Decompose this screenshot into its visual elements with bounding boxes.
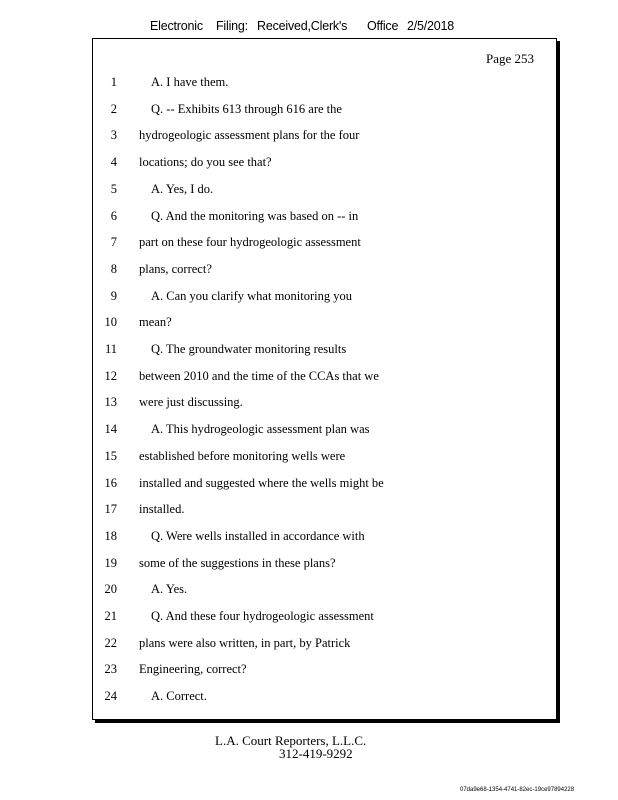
filing-header-filing: Filing: (216, 19, 248, 33)
line-text: installed. (139, 502, 185, 517)
line-text: Engineering, correct? (139, 662, 247, 677)
line-number: 14 (104, 422, 117, 437)
transcript-line (93, 449, 556, 465)
filing-header-electronic: Electronic (150, 19, 203, 33)
line-text: Q. And these four hydrogeologic assessment (151, 609, 374, 623)
line-number: 1 (110, 75, 117, 89)
line-number: 16 (104, 475, 117, 490)
transcript-line (93, 395, 556, 411)
line-number: 5 (110, 181, 117, 196)
line-text: mean? (139, 315, 172, 330)
line-number: 10 (104, 315, 117, 330)
document-id: 07da9e68-1354-4741-82ec-19ce97894228 (460, 787, 575, 793)
transcript-line (93, 128, 556, 144)
line-number: 13 (104, 395, 117, 410)
line-text: Q. -- Exhibits 613 through 616 are the (151, 101, 342, 116)
line-number: 22 (104, 635, 117, 650)
line-text: hydrogeologic assessment plans for the four (139, 128, 360, 143)
transcript-line (93, 102, 556, 118)
transcript-line (93, 262, 556, 278)
line-number: 21 (104, 609, 117, 623)
line-number: 17 (104, 502, 117, 517)
line-text: Q. Were wells installed in accordance with (151, 528, 365, 543)
line-text: part on these four hydrogeologic assessment (139, 235, 361, 250)
line-text: Q. The groundwater monitoring results (151, 342, 347, 356)
transcript-line (93, 235, 556, 251)
transcript-line (93, 422, 556, 438)
transcript-line (93, 209, 556, 225)
transcript-line (93, 155, 556, 171)
line-text: installed and suggested where the wells might be (139, 475, 384, 490)
line-number: 2 (110, 101, 117, 116)
line-text: plans, correct? (139, 261, 212, 276)
transcript-line (93, 582, 556, 598)
line-number: 3 (110, 128, 117, 143)
line-number: 23 (104, 662, 117, 677)
transcript-line (93, 315, 556, 331)
filing-header (150, 19, 454, 33)
filing-header-date: 2/5/2018 (407, 19, 455, 33)
line-text: A. I have them. (151, 75, 229, 89)
line-number: 11 (104, 342, 117, 356)
transcript-line (93, 556, 556, 572)
transcript-line (93, 342, 556, 358)
transcript-line (93, 529, 556, 545)
transcript-line (93, 369, 556, 385)
line-number: 15 (104, 448, 117, 463)
transcript-line (93, 636, 556, 652)
line-number: 6 (110, 208, 117, 223)
line-number: 18 (104, 528, 117, 543)
footer-phone: 312-419-9292 (279, 746, 353, 761)
line-text: A. Correct. (151, 689, 207, 704)
line-text: plans were also written, in part, by Patrick (139, 635, 351, 650)
transcript-line (93, 476, 556, 492)
transcript-line (93, 182, 556, 198)
line-text: A. Yes, I do. (151, 181, 214, 196)
line-text: A. Yes. (151, 582, 188, 597)
transcript-line (93, 75, 556, 91)
line-number: 12 (104, 368, 117, 383)
line-text: A. This hydrogeologic assessment plan was (151, 422, 370, 437)
page-number: Page 253 (485, 51, 534, 66)
line-text: A. Can you clarify what monitoring you (151, 288, 353, 303)
transcript-line (93, 289, 556, 305)
line-text: between 2010 and the time of the CCAs that we (139, 368, 379, 383)
transcript-line (93, 689, 556, 705)
line-text: locations; do you see that? (139, 155, 272, 170)
transcript-page (92, 38, 557, 720)
line-number: 7 (110, 235, 117, 250)
line-number: 9 (110, 288, 117, 303)
transcript-line (93, 502, 556, 518)
transcript-line (93, 662, 556, 678)
line-number: 20 (104, 582, 117, 597)
line-text: were just discussing. (139, 395, 243, 410)
transcript-line (93, 609, 556, 625)
footer-firm: L.A. Court Reporters, L.L.C. (215, 733, 367, 748)
line-text: some of the suggestions in these plans? (139, 555, 336, 570)
filing-header-office: Office (367, 19, 399, 33)
line-number: 19 (104, 555, 117, 570)
line-number: 24 (104, 689, 117, 704)
line-text: established before monitoring wells were (139, 448, 346, 463)
line-number: 8 (110, 261, 117, 276)
filing-header-received: Received,Clerk's (257, 19, 348, 33)
line-text: Q. And the monitoring was based on -- in (151, 208, 359, 223)
line-number: 4 (110, 155, 117, 170)
